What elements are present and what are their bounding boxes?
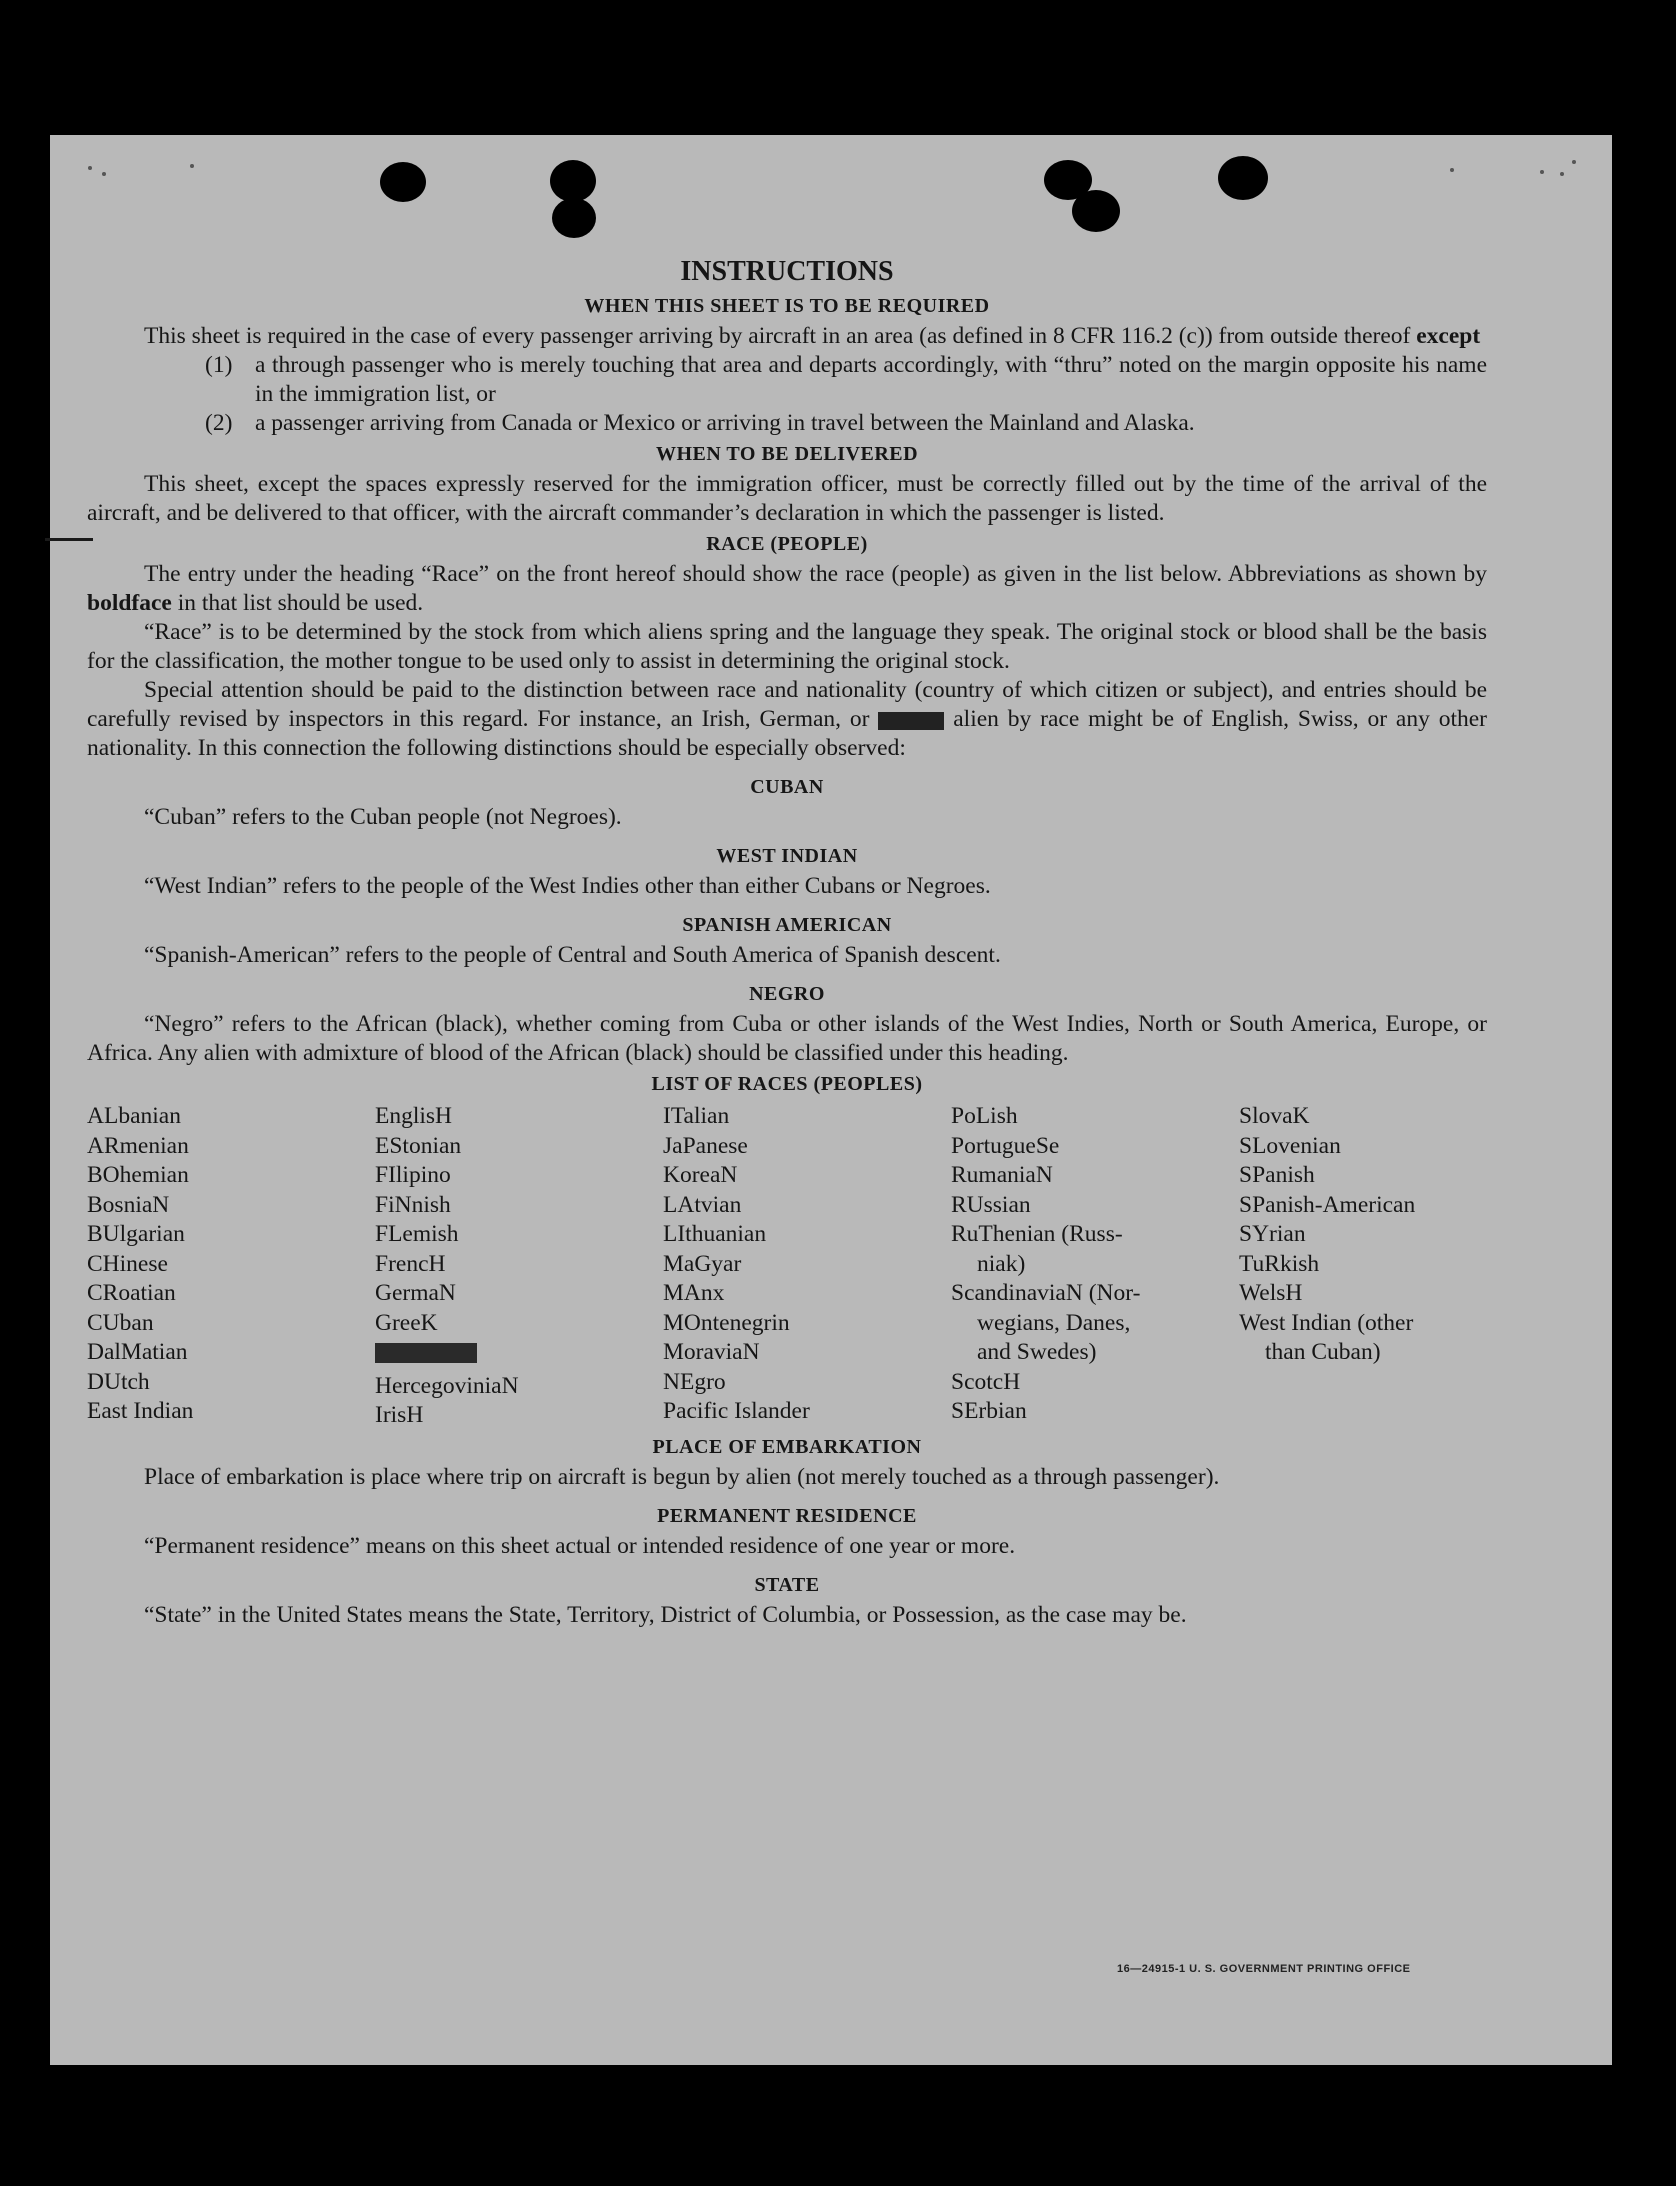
race-column-2 [375,1102,663,1431]
heading-spanish-american: SPANISH AMERICAN [682,914,892,936]
west-indian-text: “West Indian” refers to the people of the West Indies other than either Cubans or Negroes. [144,873,991,899]
race-entry: SErbian [951,1398,1027,1424]
speck [1572,160,1576,164]
race-entry: BosniaN [87,1191,170,1218]
embarkation-text: Place of embarkation is place where trip on aircraft is begun by alien (not merely touched as a through passenger). [144,1463,1220,1490]
race-entry: MaGyar [663,1250,742,1277]
race-paragraph-3: Special attention should be paid to the distinction between race and nationality (country of which citizen or subject), and entries should be carefully revised by inspectors in this regard. For instance, an Irish, German, or alien by race might be of English, Swiss, or any other nationality. In this connection the following distinctions should be especially observed: [87,677,1488,761]
heading-negro: NEGRO [749,983,825,1005]
speck [102,172,106,176]
punch-hole [380,162,426,202]
race-entry: HercegoviniaN [375,1372,519,1399]
heading-west-indian: WEST INDIAN [716,845,858,867]
punch-hole [552,198,596,238]
punch-hole [1218,156,1268,200]
race-entry: BUlgarian [87,1221,185,1247]
speck [1560,172,1564,176]
race-entry: EStonian [375,1132,462,1159]
document-content [87,254,1487,1630]
required-item-1: (1) a through passenger who is merely touching that area and departs accordingly, with “thru” noted on the margin opposite his name in the immigration list, or [205,352,1487,407]
heading-delivered: WHEN TO BE DELIVERED [655,443,919,465]
negro-text: “Negro” refers to the African (black), whether coming from Cuba or other islands of the West Indies, North or South America, Europe, or Africa. Any alien with admixture of blood of the African (black) should be classified under this heading. [87,1011,1487,1066]
speck [1540,170,1544,174]
heading-residence: PERMANENT RESIDENCE [657,1504,917,1527]
heading-race: RACE (PEOPLE) [706,533,868,555]
race-column-4 [951,1102,1239,1431]
race-entry: EnglisH [375,1103,453,1129]
race-paragraph-1: The entry under the heading “Race” on the front hereof should show the race (people) as given in the list below. Abbreviations as shown by boldface in that list should be used. [87,561,1487,616]
race-entry: DalMatian [87,1339,188,1365]
race-entry: JaPanese [663,1132,748,1159]
page-title: INSTRUCTIONS [680,256,894,287]
edge-mark [45,538,93,541]
race-entry: FIlipino [375,1162,451,1188]
delivered-text: This sheet, except the spaces expressly reserved for the immigration officer, must be correctly filled out by the time of the arrival of the aircraft, and be delivered to that officer, with the aircraft commander’s declaration in which the passenger is listed. [87,471,1487,526]
race-entry: RuThenian (Russ- [951,1221,1123,1247]
race-entry: SLovenian [1239,1132,1341,1159]
race-entry: CRoatian [87,1280,176,1306]
race-entry: SPanish-American [1239,1191,1416,1218]
speck [1450,168,1454,172]
cuban-text: “Cuban” refers to the Cuban people (not Negroes). [144,804,622,830]
race-paragraph-2: “Race” is to be determined by the stock from which aliens spring and the language they speak. The original stock or blood shall be the basis for the classification, the mother tongue to be used only to assist in determining the original stock. [87,619,1487,674]
race-entry: West Indian (other [1239,1309,1414,1336]
race-entry: ScandinaviaN (Nor- [951,1280,1141,1306]
race-entry: Pacific Islander [663,1398,810,1424]
required-intro: This sheet is required in the case of every passenger arriving by aircraft in an area (as defined in 8 CFR 116.2 (c)) from outside thereof except [144,323,1481,349]
race-entry: FrencH [375,1250,446,1277]
punch-hole [550,160,596,202]
punch-hole [1072,190,1120,232]
heading-cuban: CUBAN [750,776,824,798]
race-entry: RumaniaN [951,1162,1053,1188]
race-entry: ALbanian [87,1103,181,1129]
race-entry: SYrian [1239,1221,1306,1247]
race-entry-redacted [375,1338,663,1372]
state-text: “State” in the United States means the State, Territory, District of Columbia, or Possession, as the case may be. [144,1601,1187,1628]
race-entry: CUban [87,1309,154,1336]
race-entry: LAtvian [663,1191,742,1218]
race-column-3 [663,1102,951,1431]
heading-required: WHEN THIS SHEET IS TO BE REQUIRED [584,295,990,317]
residence-text: “Permanent residence” means on this sheet actual or intended residence of one year or more. [144,1532,1016,1559]
race-entry: ITalian [663,1103,730,1129]
spanish-american-text: “Spanish-American” refers to the people of Central and South America of Spanish descent. [144,942,1001,968]
race-entry: DUtch [87,1368,150,1395]
race-entry: East Indian [87,1398,194,1424]
race-entry: PoLish [951,1103,1018,1129]
race-entry: NEgro [663,1368,726,1395]
race-entry: GermaN [375,1280,456,1306]
race-entry: KoreaN [663,1162,738,1188]
heading-list-of-races: LIST OF RACES (PEOPLES) [651,1073,923,1095]
race-entry: CHinese [87,1250,168,1277]
heading-embarkation: PLACE OF EMBARKATION [652,1435,922,1458]
race-entry: TuRkish [1239,1250,1320,1277]
heading-state: STATE [754,1573,820,1596]
race-entry: MOntenegrin [663,1309,790,1336]
race-list [87,1102,1487,1431]
race-column-5 [1239,1102,1487,1431]
printer-footer: 16—24915-1 U. S. GOVERNMENT PRINTING OFFICE [1117,1963,1411,1975]
race-entry: LIthuanian [663,1221,767,1247]
race-entry-continued: than Cuban) [1265,1339,1381,1365]
race-entry: PortugueSe [951,1132,1060,1159]
race-entry: GreeK [375,1309,438,1336]
race-entry: BOhemian [87,1162,189,1188]
race-entry: MAnx [663,1280,725,1306]
race-entry-continued: niak) [977,1250,1026,1277]
race-entry-continued: and Swedes) [977,1339,1097,1365]
race-entry: FLemish [375,1221,459,1247]
race-entry: WelsH [1239,1280,1303,1306]
speck [88,166,92,170]
redaction-mark [878,712,944,730]
race-entry: FiNnish [375,1191,451,1218]
race-entry: SPanish [1239,1162,1315,1188]
race-entry: RUssian [951,1191,1031,1218]
race-entry-continued: wegians, Danes, [977,1309,1131,1336]
race-entry: SlovaK [1239,1103,1310,1129]
race-column-1 [87,1102,375,1431]
redaction-mark [375,1343,477,1363]
required-item-2: (2) a passenger arriving from Canada or Mexico or arriving in travel between the Mainland and Alaska. [205,410,1195,436]
race-entry: ScotcH [951,1368,1021,1395]
race-entry: MoraviaN [663,1339,760,1365]
speck [190,164,194,168]
race-entry: IrisH [375,1402,424,1428]
race-entry: ARmenian [87,1132,189,1159]
